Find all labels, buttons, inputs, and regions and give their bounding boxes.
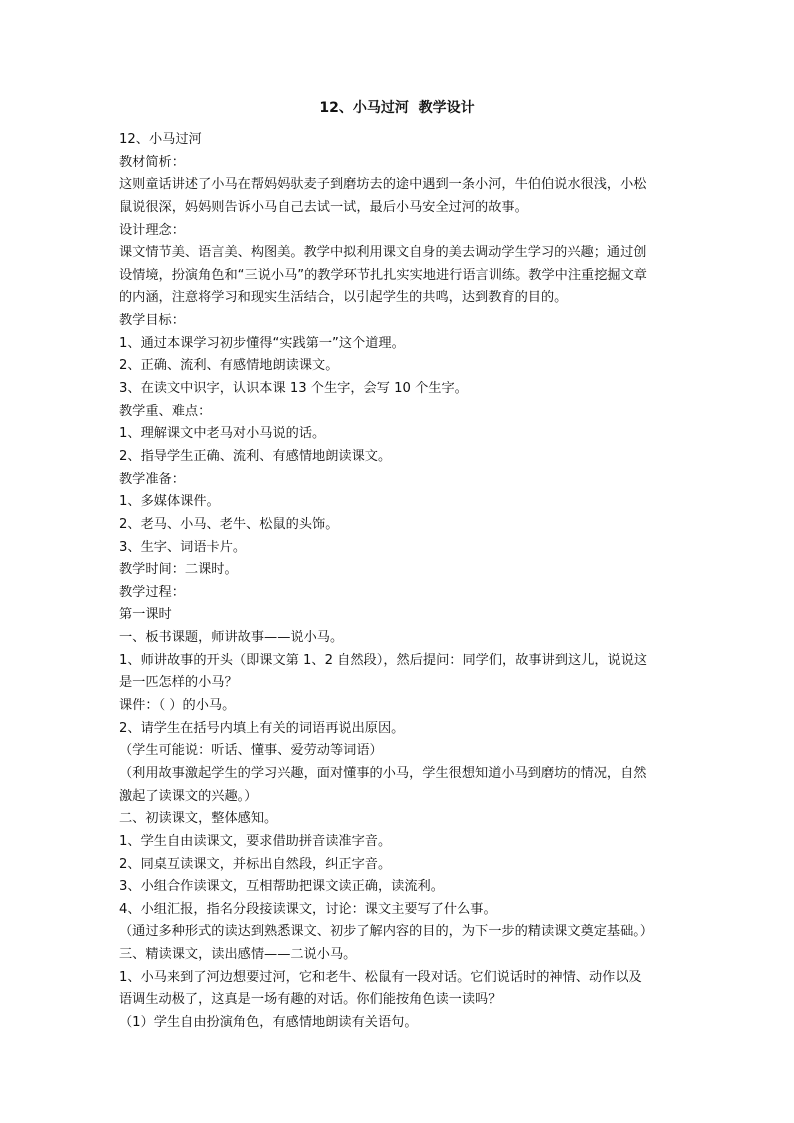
text-line: 这则童话讲述了小马在帮妈妈驮麦子到磨坊去的途中遇到一条小河，牛伯伯说水很浅，小松 bbox=[119, 177, 647, 193]
text-line: 3、小组合作读课文，互相帮助把课文读正确，读流利。 bbox=[119, 879, 444, 895]
text-line: 1、小马来到了河边想要过河，它和老牛、松鼠有一段对话。它们说话时的神情、动作以及 bbox=[119, 969, 642, 985]
text-line: （学生可能说：听话、懂事、爱劳动等词语） bbox=[119, 743, 383, 759]
text-line: 设计理念： bbox=[119, 222, 185, 238]
text-line: 第一课时 bbox=[119, 607, 172, 623]
document-title: 12、小马过河 教学设计 bbox=[319, 100, 475, 116]
text-line: 4、小组汇报，指名分段接读课文，讨论：课文主要写了什么事。 bbox=[119, 901, 497, 917]
text-line: 1、学生自由读课文，要求借助拼音读准字音。 bbox=[119, 833, 392, 849]
text-line: 1、师讲故事的开头（即课文第 1、2 自然段），然后提问：同学们，故事讲到这儿，说说这 bbox=[119, 652, 648, 668]
text-line: 课文情节美、语言美、构图美。教学中拟利用课文自身的美去调动学生学习的兴趣；通过创 bbox=[119, 245, 647, 261]
text-line: 一、板书课题，师讲故事——说小马。 bbox=[119, 630, 344, 646]
text-line: 的内涵，注意将学习和现实生活结合，以引起学生的共鸣，达到教育的目的。 bbox=[119, 290, 568, 306]
text-line: （通过多种形式的读达到熟悉课文、初步了解内容的目的，为下一步的精读课文奠定基础。） bbox=[119, 924, 654, 940]
text-line: 课件：（ ）的小马。 bbox=[119, 698, 236, 714]
text-line: 语调生动极了，这真是一场有趣的对话。你们能按角色读一读吗？ bbox=[119, 992, 502, 1008]
text-line: 2、同桌互读课文，并标出自然段，纠正字音。 bbox=[119, 856, 392, 872]
document-body bbox=[119, 129, 689, 1035]
text-line: 2、老马、小马、老牛、松鼠的头饰。 bbox=[119, 516, 339, 532]
text-line: 设情境，扮演角色和“三说小马”的教学环节扎扎实实地进行语言训练。教学中注重挖掘文章 bbox=[119, 267, 647, 283]
text-line: 3、生字、词语卡片。 bbox=[119, 539, 247, 555]
text-line: 2、正确、流利、有感情地朗读课文。 bbox=[119, 358, 339, 374]
text-line: 2、请学生在括号内填上有关的词语再说出原因。 bbox=[119, 720, 405, 736]
text-line: 三、精读课文，读出感情——二说小马。 bbox=[119, 947, 357, 963]
text-line: 12、小马过河 bbox=[119, 132, 202, 147]
text-line: 教材简析： bbox=[119, 154, 185, 170]
text-line: 2、指导学生正确、流利、有感情地朗读课文。 bbox=[119, 448, 392, 464]
text-line: 激起了读课文的兴趣。） bbox=[119, 788, 258, 804]
text-line: 教学目标： bbox=[119, 313, 185, 329]
text-line: （利用故事激起学生的学习兴趣，面对懂事的小马，学生很想知道小马到磨坊的情况，自然 bbox=[119, 765, 647, 781]
text-line: 教学过程： bbox=[119, 584, 185, 600]
text-line: 教学重、难点： bbox=[119, 403, 212, 419]
text-line: 教学时间：二课时。 bbox=[119, 562, 238, 578]
text-line: （1）学生自由扮演角色，有感情地朗读有关语句。 bbox=[119, 1014, 418, 1030]
text-line: 1、通过本课学习初步懂得“实践第一”这个道理。 bbox=[119, 335, 405, 351]
text-line: 二、初读课文，整体感知。 bbox=[119, 811, 278, 827]
text-line: 1、多媒体课件。 bbox=[119, 494, 220, 510]
text-line: 是一匹怎样的小马？ bbox=[119, 675, 238, 691]
text-line: 鼠说很深，妈妈则告诉小马自己去试一试，最后小马安全过河的故事。 bbox=[119, 199, 528, 215]
text-line: 3、在读文中识字，认识本课 13 个生字，会写 10 个生字。 bbox=[119, 381, 468, 397]
text-line: 教学准备： bbox=[119, 471, 185, 487]
text-line: 1、理解课文中老马对小马说的话。 bbox=[119, 426, 326, 442]
